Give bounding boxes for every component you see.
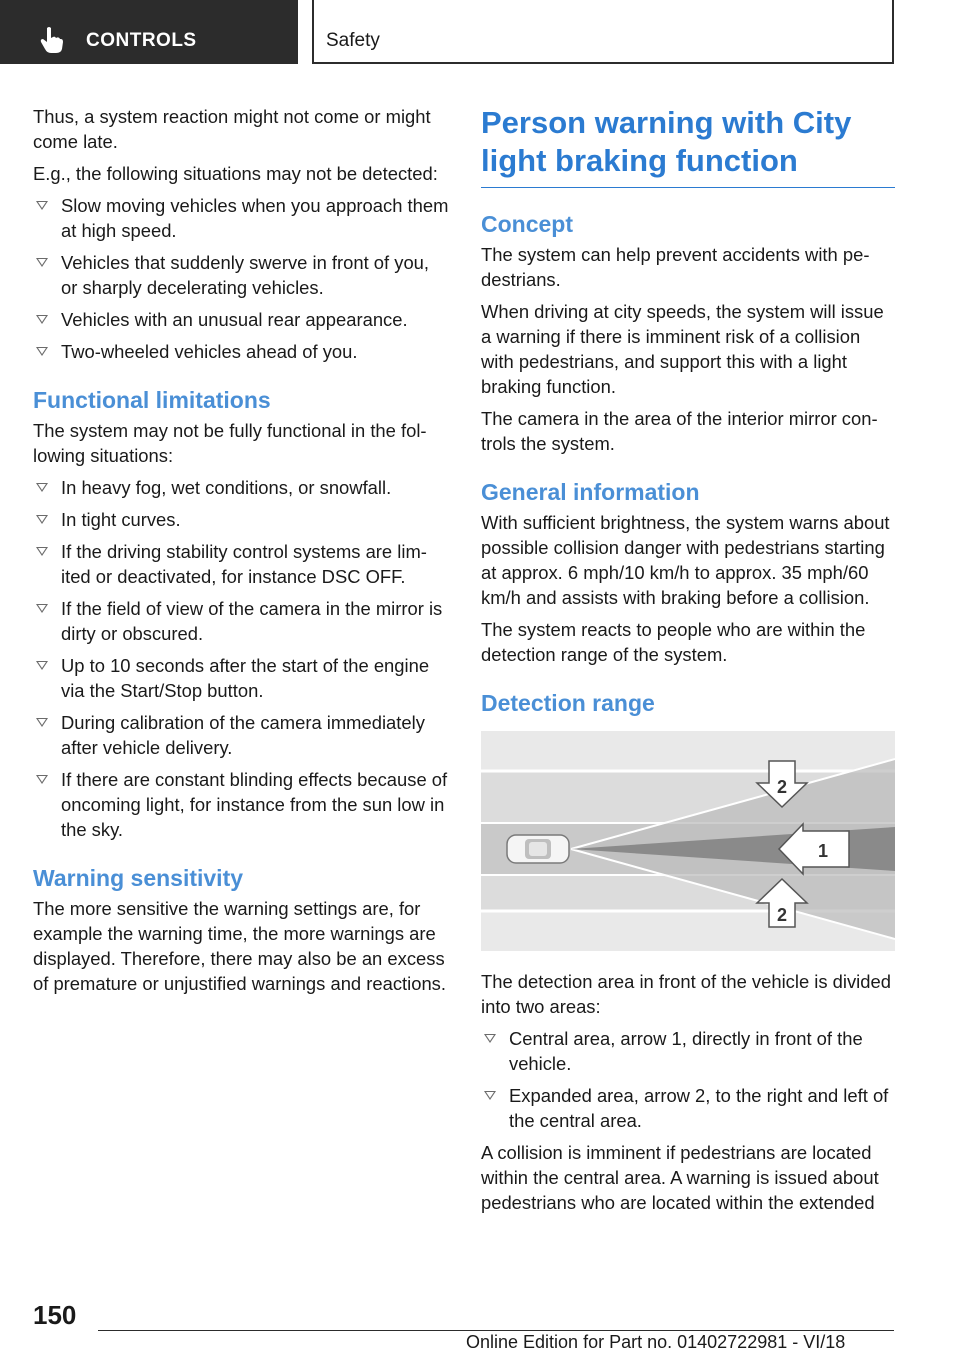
list-item: During calibration of the camera immediately after vehicle delivery.	[33, 710, 449, 760]
list-item: Central area, arrow 1, directly in front of the vehicle.	[481, 1026, 895, 1076]
vehicle-icon	[507, 835, 569, 863]
page-title: Person warning with City light braking function	[481, 104, 895, 188]
triangle-bullet-icon	[36, 315, 48, 324]
list-item: Expanded area, arrow 2, to the right and left of the central area.	[481, 1083, 895, 1133]
hand-pointer-icon	[40, 26, 64, 54]
page-number: 150	[33, 1300, 77, 1330]
section-heading: General information	[481, 479, 700, 505]
arrow-label: 2	[776, 777, 788, 797]
section-heading: Warning sensitivity	[33, 865, 244, 891]
triangle-bullet-icon	[36, 347, 48, 356]
list-item: Two-wheeled vehicles ahead of you.	[33, 339, 449, 364]
chapter-tab[interactable]	[0, 0, 298, 64]
section-label: Safety	[326, 30, 380, 51]
list-item: Vehicles that suddenly swerve in front of you, or sharply decelerating vehicles.	[33, 250, 449, 300]
paragraph: The system may not be fully functional in the following situations:	[33, 420, 427, 466]
list-item: Slow moving vehicles when you approach them at high speed.	[33, 193, 449, 243]
triangle-bullet-icon	[36, 515, 48, 524]
triangle-bullet-icon	[36, 258, 48, 267]
paragraph: A collision is imminent if pedestrians are located within the central area. A warning is issued about pedestrians who are located within the extended	[481, 1142, 879, 1213]
list-item: If the driving stability control systems are limited or deactivated, for instance DSC OFF.	[33, 539, 449, 589]
section-tab[interactable]	[312, 0, 894, 64]
paragraph: E.g., the following situations may not be detected:	[33, 163, 438, 184]
detection-range-diagram	[481, 731, 895, 951]
list-item: If the field of view of the camera in the mirror is dirty or obscured.	[33, 596, 449, 646]
arrow-label: 2	[776, 905, 788, 925]
section-heading: Detection range	[481, 690, 655, 716]
arrow-label: 1	[817, 841, 829, 861]
list-item: In heavy fog, wet conditions, or snowfall.	[33, 475, 449, 500]
paragraph: When driving at city speeds, the system will issue a warning if there is imminent risk of a collision with pedestrians, and support this with a light braking function.	[481, 301, 884, 397]
section-heading: Concept	[481, 211, 573, 237]
list-item: If there are constant blinding effects because of oncoming light, for instance from the sun low in the sky.	[33, 767, 449, 842]
paragraph: The camera in the area of the interior mirror controls the system.	[481, 408, 878, 454]
paragraph: The system can help prevent accidents with pedestrians.	[481, 244, 870, 290]
paragraph: The more sensitive the warning settings are, for example the warning time, the more warnings are displayed. Therefore, there may also be an excess of premature or unjustified warnings and reactions.	[33, 898, 446, 994]
bullet-list	[33, 475, 449, 842]
chapter-label: CONTROLS	[86, 30, 197, 51]
list-item: Vehicles with an unusual rear appearance.	[33, 307, 449, 332]
triangle-bullet-icon	[484, 1034, 496, 1043]
triangle-bullet-icon	[36, 661, 48, 670]
bullet-list	[33, 193, 449, 364]
section-heading: Functional limitations	[33, 387, 271, 413]
triangle-bullet-icon	[36, 604, 48, 613]
footer-divider	[98, 1330, 894, 1331]
paragraph: Thus, a system reaction might not come or might come late.	[33, 106, 431, 152]
paragraph: The detection area in front of the vehicle is divided into two areas:	[481, 971, 891, 1017]
edition-text: Online Edition for Part no. 01402722981 - VI/18	[466, 1332, 846, 1352]
triangle-bullet-icon	[36, 547, 48, 556]
triangle-bullet-icon	[36, 201, 48, 210]
list-item: In tight curves.	[33, 507, 449, 532]
list-item: Up to 10 seconds after the start of the engine via the Start/Stop button.	[33, 653, 449, 703]
triangle-bullet-icon	[484, 1091, 496, 1100]
triangle-bullet-icon	[36, 483, 48, 492]
paragraph: The system reacts to people who are within the detection range of the system.	[481, 619, 866, 665]
right-column	[481, 104, 895, 1222]
triangle-bullet-icon	[36, 775, 48, 784]
bullet-list	[481, 1026, 895, 1133]
left-column	[33, 104, 449, 1003]
paragraph: With sufficient brightness, the system warns about possible collision danger with pedestrians starting at approx. 6 mph/10 km/h to approx. 35 mph/60 km/h and assists with braking before a collision.	[481, 512, 890, 608]
triangle-bullet-icon	[36, 718, 48, 727]
